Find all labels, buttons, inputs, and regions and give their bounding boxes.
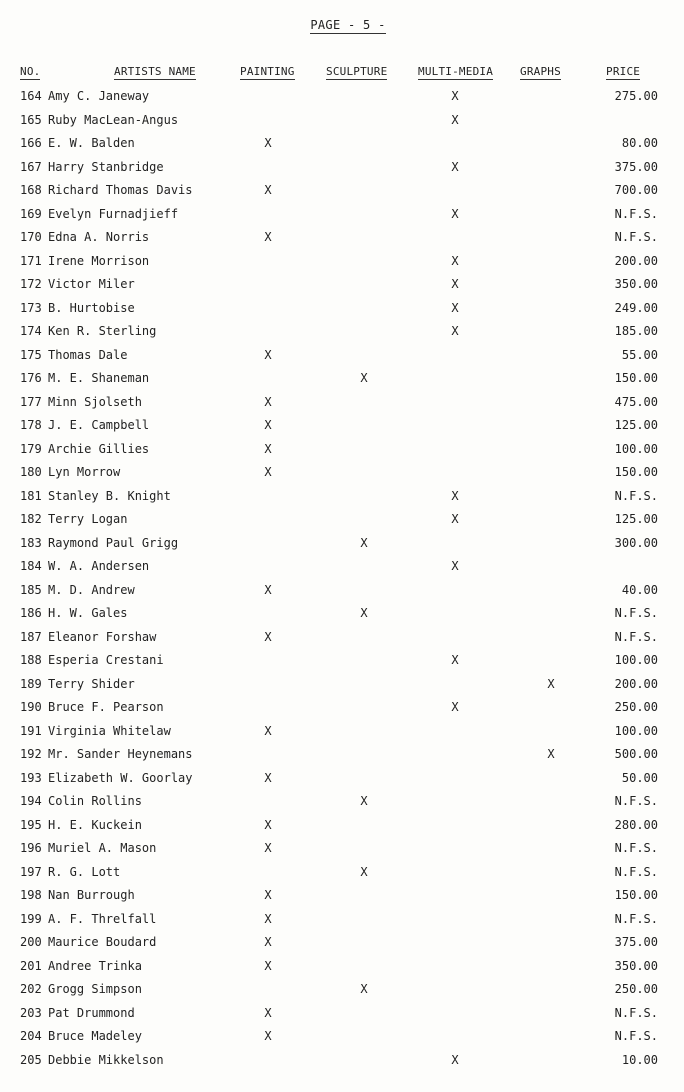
artist-name: A. F. Threlfall [48,911,157,926]
painting-mark: X [264,841,272,855]
row-number: 165 [20,112,42,127]
price: 250.00 [614,982,658,996]
multimedia-mark: X [451,488,459,503]
painting-mark: X [264,770,272,785]
row-number: 168 [20,183,42,197]
row-number: 171 [20,253,42,268]
artist-name: Evelyn Furnadjieff [48,206,179,221]
sculpture-mark: X [360,606,368,620]
table-row [0,180,684,204]
header-painting: PAINTING [240,65,295,78]
price: 200.00 [614,676,658,691]
table-row [0,697,684,721]
sculpture-mark: X [360,794,368,808]
price: 280.00 [614,817,658,832]
artist-name: Edna A. Norris [48,230,150,244]
artist-name: Archie Gillies [48,441,150,456]
table-row [0,956,684,980]
artist-name: Mr. Sander Heynemans [48,747,193,761]
table-row [0,1050,684,1074]
sculpture-mark: X [360,371,368,385]
price: 100.00 [614,723,658,738]
price: 249.00 [614,300,658,315]
artist-name: Victor Miler [48,277,135,291]
price: 500.00 [614,747,658,761]
table-row [0,86,684,110]
table-row [0,979,684,1003]
table-row [0,204,684,228]
price: 475.00 [614,394,658,409]
row-number: 182 [20,512,42,526]
artist-name: Nan Burrough [48,888,135,902]
artist-name: Ruby MacLean-Angus [48,112,179,127]
table-row [0,721,684,745]
row-number: 176 [20,371,42,385]
artist-name: Terry Logan [48,512,128,526]
table-row [0,744,684,768]
table-row [0,509,684,533]
price: N.F.S. [614,629,658,644]
artist-name: Maurice Boudard [48,935,157,949]
table-row [0,227,684,251]
painting-mark: X [264,465,272,479]
painting-mark: X [264,183,272,197]
artist-name: Andree Trinka [48,958,142,973]
artist-name: M. D. Andrew [48,582,135,597]
price: 50.00 [621,770,658,785]
row-number: 183 [20,535,42,550]
artist-name: Esperia Crestani [48,653,164,667]
row-number: 197 [20,864,42,879]
price: 200.00 [614,253,658,268]
price: 150.00 [614,465,658,479]
row-number: 193 [20,770,42,785]
table-row [0,133,684,157]
price: N.F.S. [614,1005,658,1020]
painting-mark: X [264,1029,272,1043]
multimedia-mark: X [451,277,459,291]
row-number: 204 [20,1029,42,1043]
row-number: 187 [20,629,42,644]
header-no: NO. [20,65,41,78]
table-row [0,110,684,134]
multimedia-mark: X [451,89,459,103]
price: N.F.S. [614,488,658,503]
artist-name: M. E. Shaneman [48,371,150,385]
table-row [0,486,684,510]
price: 80.00 [621,136,658,150]
table-row [0,838,684,862]
table-row [0,650,684,674]
row-number: 170 [20,230,42,244]
row-number: 192 [20,747,42,761]
row-number: 186 [20,606,42,620]
painting-mark: X [264,935,272,949]
artist-name: Debbie Mikkelson [48,1052,164,1067]
table-row [0,533,684,557]
price: 185.00 [614,324,658,338]
row-number: 169 [20,206,42,221]
price: N.F.S. [614,1029,658,1043]
multimedia-mark: X [451,300,459,315]
price: 375.00 [614,159,658,174]
painting-mark: X [264,1005,272,1020]
price: 700.00 [614,183,658,197]
row-number: 203 [20,1005,42,1020]
table-row [0,392,684,416]
artist-name: Colin Rollins [48,794,142,808]
painting-mark: X [264,817,272,832]
row-number: 195 [20,817,42,832]
row-number: 202 [20,982,42,996]
row-number: 191 [20,723,42,738]
row-number: 194 [20,794,42,808]
price: N.F.S. [614,911,658,926]
artist-name: Bruce F. Pearson [48,700,164,714]
row-number: 164 [20,89,42,103]
multimedia-mark: X [451,206,459,221]
row-number: 175 [20,347,42,362]
multimedia-mark: X [451,559,459,573]
table-row [0,862,684,886]
artist-name: H. E. Kuckein [48,817,142,832]
table-row [0,462,684,486]
artist-name: Richard Thomas Davis [48,183,193,197]
row-number: 199 [20,911,42,926]
row-number: 205 [20,1052,42,1067]
header-multi-media: MULTI-MEDIA [418,65,494,78]
multimedia-mark: X [451,112,459,127]
table-row [0,345,684,369]
price: 350.00 [614,277,658,291]
row-number: 188 [20,653,42,667]
row-number: 184 [20,559,42,573]
price: 375.00 [614,935,658,949]
row-number: 181 [20,488,42,503]
price: N.F.S. [614,230,658,244]
sculpture-mark: X [360,982,368,996]
artist-name: Grogg Simpson [48,982,142,996]
price: 300.00 [614,535,658,550]
artist-name: Lyn Morrow [48,465,121,479]
artist-name: J. E. Campbell [48,418,150,432]
row-number: 172 [20,277,42,291]
artist-name: Thomas Dale [48,347,128,362]
price: 150.00 [614,371,658,385]
painting-mark: X [264,629,272,644]
artist-name: Minn Sjolseth [48,394,142,409]
painting-mark: X [264,723,272,738]
painting-mark: X [264,441,272,456]
painting-mark: X [264,136,272,150]
row-number: 174 [20,324,42,338]
table-row [0,415,684,439]
price: 10.00 [621,1052,658,1067]
table-row [0,885,684,909]
artist-name: Harry Stanbridge [48,159,164,174]
header-artists-name: ARTISTS NAME [114,65,196,78]
table-row [0,1003,684,1027]
price: N.F.S. [614,864,658,879]
table-row [0,439,684,463]
artist-name: B. Hurtobise [48,300,135,315]
row-number: 179 [20,441,42,456]
table-row [0,321,684,345]
painting-mark: X [264,958,272,973]
artist-name: Bruce Madeley [48,1029,142,1043]
row-number: 180 [20,465,42,479]
painting-mark: X [264,888,272,902]
artist-name: Elizabeth W. Goorlay [48,770,193,785]
price: N.F.S. [614,606,658,620]
artist-table [0,86,684,1073]
graphs-mark: X [547,747,555,761]
header-graphs: GRAPHS [520,65,561,78]
header-sculpture: SCULPTURE [326,65,388,78]
graphs-mark: X [547,676,555,691]
price: 250.00 [614,700,658,714]
table-row [0,580,684,604]
row-number: 167 [20,159,42,174]
painting-mark: X [264,418,272,432]
artist-name: Virginia Whitelaw [48,723,171,738]
artist-name: R. G. Lott [48,864,121,879]
row-number: 178 [20,418,42,432]
row-number: 189 [20,676,42,691]
table-row [0,674,684,698]
painting-mark: X [264,230,272,244]
painting-mark: X [264,394,272,409]
row-number: 196 [20,841,42,855]
multimedia-mark: X [451,253,459,268]
row-number: 166 [20,136,42,150]
price: 150.00 [614,888,658,902]
painting-mark: X [264,582,272,597]
row-number: 190 [20,700,42,714]
price: 55.00 [621,347,658,362]
artist-name: Stanley B. Knight [48,488,171,503]
multimedia-mark: X [451,1052,459,1067]
table-row [0,157,684,181]
artist-name: Amy C. Janeway [48,89,150,103]
artist-name: E. W. Balden [48,136,135,150]
price: 350.00 [614,958,658,973]
row-number: 200 [20,935,42,949]
painting-mark: X [264,911,272,926]
table-row [0,768,684,792]
table-row [0,251,684,275]
table-row [0,932,684,956]
table-row [0,603,684,627]
price: 275.00 [614,89,658,103]
header-price: PRICE [606,65,641,78]
artist-name: Irene Morrison [48,253,150,268]
row-number: 201 [20,958,42,973]
table-row [0,909,684,933]
row-number: 177 [20,394,42,409]
painting-mark: X [264,347,272,362]
table-row [0,791,684,815]
multimedia-mark: X [451,512,459,526]
row-number: 185 [20,582,42,597]
row-number: 173 [20,300,42,315]
price: 100.00 [614,441,658,456]
sculpture-mark: X [360,535,368,550]
multimedia-mark: X [451,653,459,667]
artist-name: Raymond Paul Grigg [48,535,179,550]
artist-name: W. A. Andersen [48,559,150,573]
price: N.F.S. [614,206,658,221]
multimedia-mark: X [451,324,459,338]
table-row [0,556,684,580]
price: 125.00 [614,418,658,432]
multimedia-mark: X [451,159,459,174]
artist-name: Ken R. Sterling [48,324,157,338]
table-row [0,298,684,322]
price: N.F.S. [614,841,658,855]
table-row [0,274,684,298]
table-row [0,815,684,839]
price: 100.00 [614,653,658,667]
artist-name: Terry Shider [48,676,135,691]
multimedia-mark: X [451,700,459,714]
row-number: 198 [20,888,42,902]
table-row [0,1026,684,1050]
table-row [0,368,684,392]
artist-name: Eleanor Forshaw [48,629,157,644]
page-title: PAGE - 5 - [310,18,386,32]
artist-name: Muriel A. Mason [48,841,157,855]
price: N.F.S. [614,794,658,808]
table-row [0,627,684,651]
artist-name: H. W. Gales [48,606,128,620]
price: 125.00 [614,512,658,526]
price: 40.00 [621,582,658,597]
sculpture-mark: X [360,864,368,879]
table-header [0,65,684,83]
artist-name: Pat Drummond [48,1005,135,1020]
